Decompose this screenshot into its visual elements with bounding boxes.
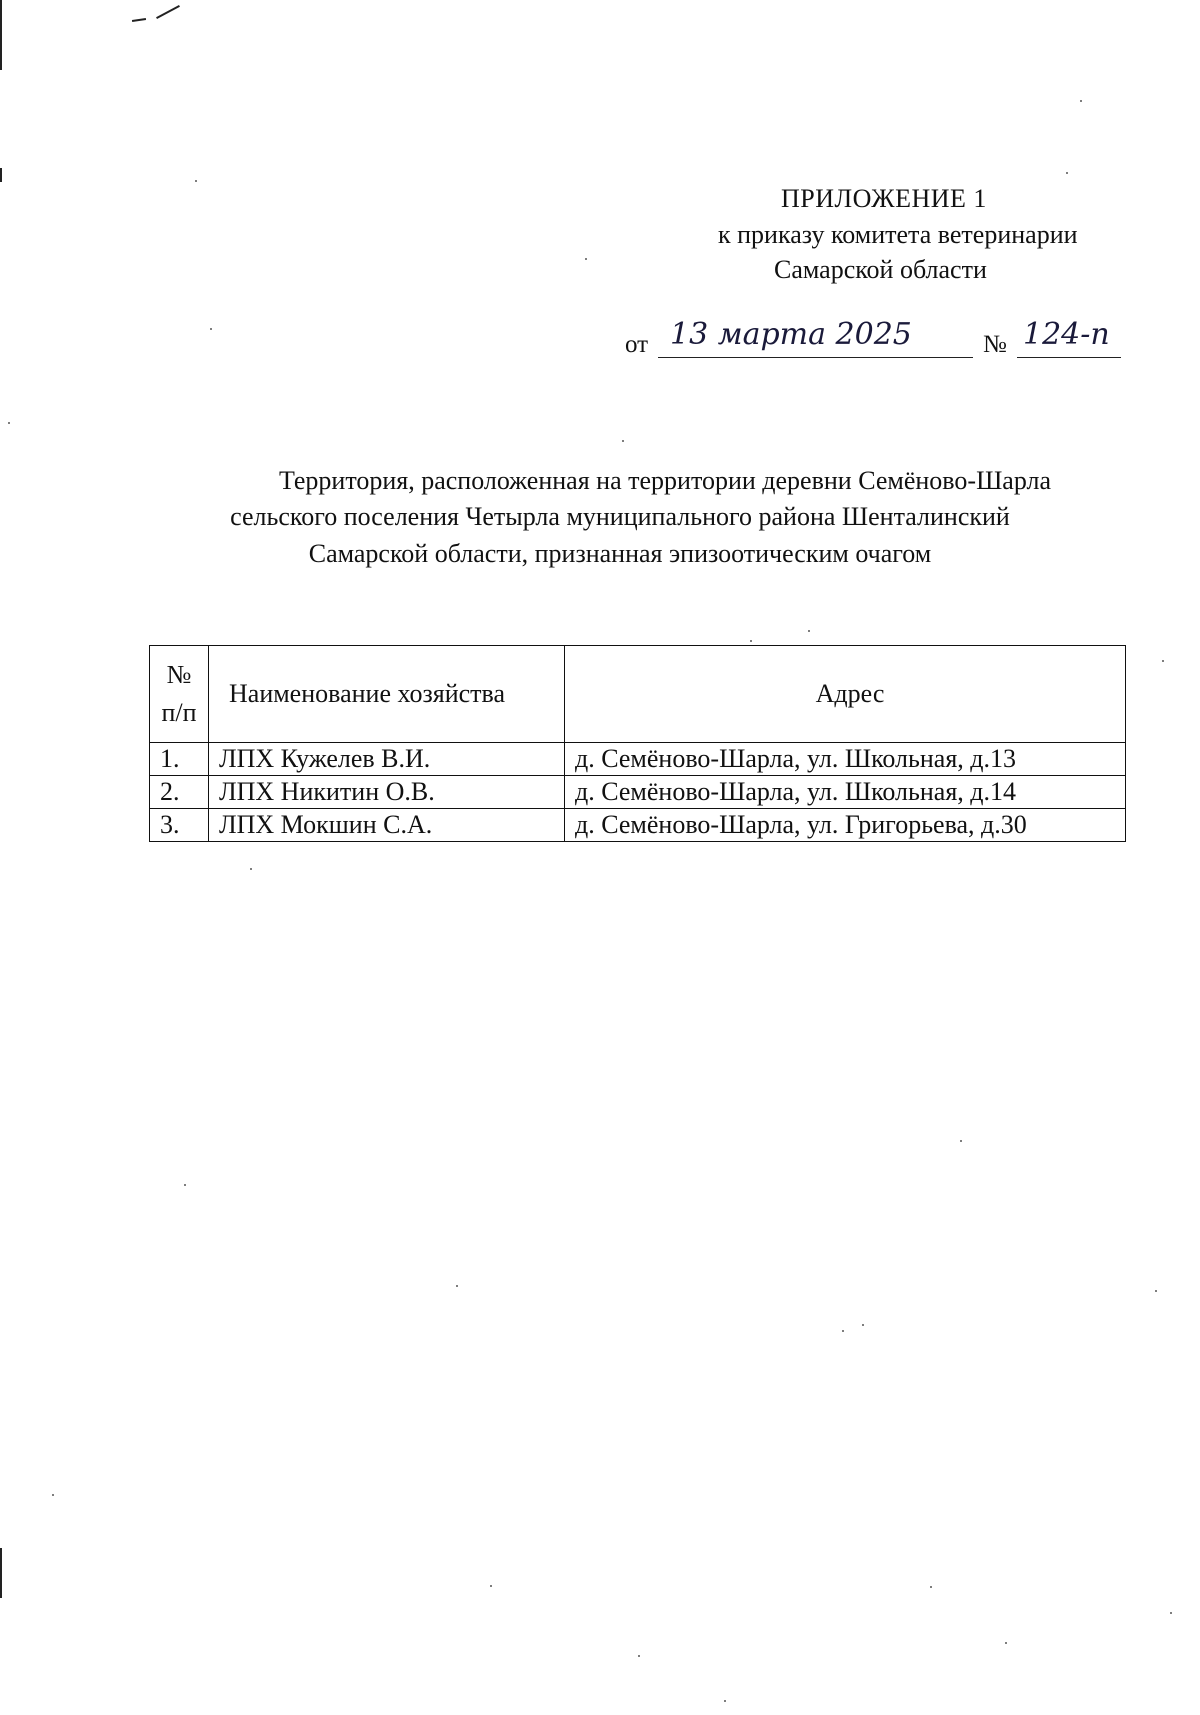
scan-speck xyxy=(1080,100,1082,102)
scan-speck xyxy=(1155,1290,1157,1292)
row-household-name: ЛПХ Мокшин С.А. xyxy=(209,809,565,842)
title-line-1: Территория, расположенная на территории деревни Семёново-Шарла xyxy=(278,466,1052,495)
date-prefix: от xyxy=(625,331,649,358)
scan-speck xyxy=(750,640,752,642)
table-row xyxy=(150,776,1126,809)
scan-speck xyxy=(490,1585,492,1587)
scan-speck xyxy=(1005,1642,1007,1644)
row-household-name: ЛПХ Кужелев В.И. xyxy=(209,743,565,776)
scan-speck xyxy=(1170,1612,1172,1614)
scan-speck xyxy=(862,1324,864,1326)
scan-speck xyxy=(622,440,624,442)
order-date-number-row xyxy=(625,317,1145,363)
scan-speck xyxy=(842,1330,844,1332)
row-number: 2. xyxy=(150,776,209,809)
scan-speck xyxy=(808,630,810,632)
header-number-abbr: п/п xyxy=(161,698,197,727)
header-number xyxy=(150,646,209,743)
appendix-title: ПРИЛОЖЕНИЕ 1 xyxy=(781,184,987,213)
scan-speck xyxy=(52,1494,54,1496)
appendix-order-reference: к приказу комитета ветеринарии xyxy=(718,220,1078,249)
scan-speck xyxy=(210,328,212,330)
row-household-name: ЛПХ Никитин О.В. xyxy=(209,776,565,809)
row-address: д. Семёново-Шарла, ул. Школьная, д.14 xyxy=(565,776,1126,809)
appendix-region: Самарской области xyxy=(774,255,987,284)
scan-speck xyxy=(8,422,10,424)
scan-speck xyxy=(250,868,252,870)
row-address: д. Семёново-Шарла, ул. Школьная, д.13 xyxy=(565,743,1126,776)
handwritten-number: 124-п xyxy=(1023,317,1110,352)
scan-edge-mark xyxy=(0,1548,2,1598)
scan-speck xyxy=(1066,172,1068,174)
scan-speck xyxy=(960,1140,962,1142)
scan-edge-mark xyxy=(0,0,2,70)
scan-speck xyxy=(930,1586,932,1588)
scan-speck xyxy=(195,180,197,182)
scan-edge-mark xyxy=(0,168,2,182)
scan-speck xyxy=(724,1700,726,1702)
row-number: 3. xyxy=(150,809,209,842)
row-number: 1. xyxy=(150,743,209,776)
scan-stroke-mark xyxy=(132,18,146,22)
table-row xyxy=(150,809,1126,842)
header-number-sign: № xyxy=(166,660,192,689)
scan-speck xyxy=(184,1184,186,1186)
title-line-2: сельского поселения Четырла муниципального района Шенталинский xyxy=(230,502,1010,531)
outbreak-households-table xyxy=(149,645,1126,842)
row-address: д. Семёново-Шарла, ул. Григорьева, д.30 xyxy=(565,809,1126,842)
number-prefix: № xyxy=(983,331,1007,358)
scan-speck xyxy=(585,258,587,260)
scan-stroke-mark xyxy=(156,5,180,19)
title-line-3: Самарской области, признанная эпизоотическим очагом xyxy=(308,539,932,568)
handwritten-date: 13 марта 2025 xyxy=(670,317,912,352)
scan-speck xyxy=(456,1285,458,1287)
table-header-row xyxy=(150,646,1126,743)
header-address: Адрес xyxy=(565,646,1126,743)
scan-speck xyxy=(638,1655,640,1657)
header-household-name: Наименование хозяйства xyxy=(209,646,565,743)
table-row xyxy=(150,743,1126,776)
scan-speck xyxy=(1162,660,1164,662)
